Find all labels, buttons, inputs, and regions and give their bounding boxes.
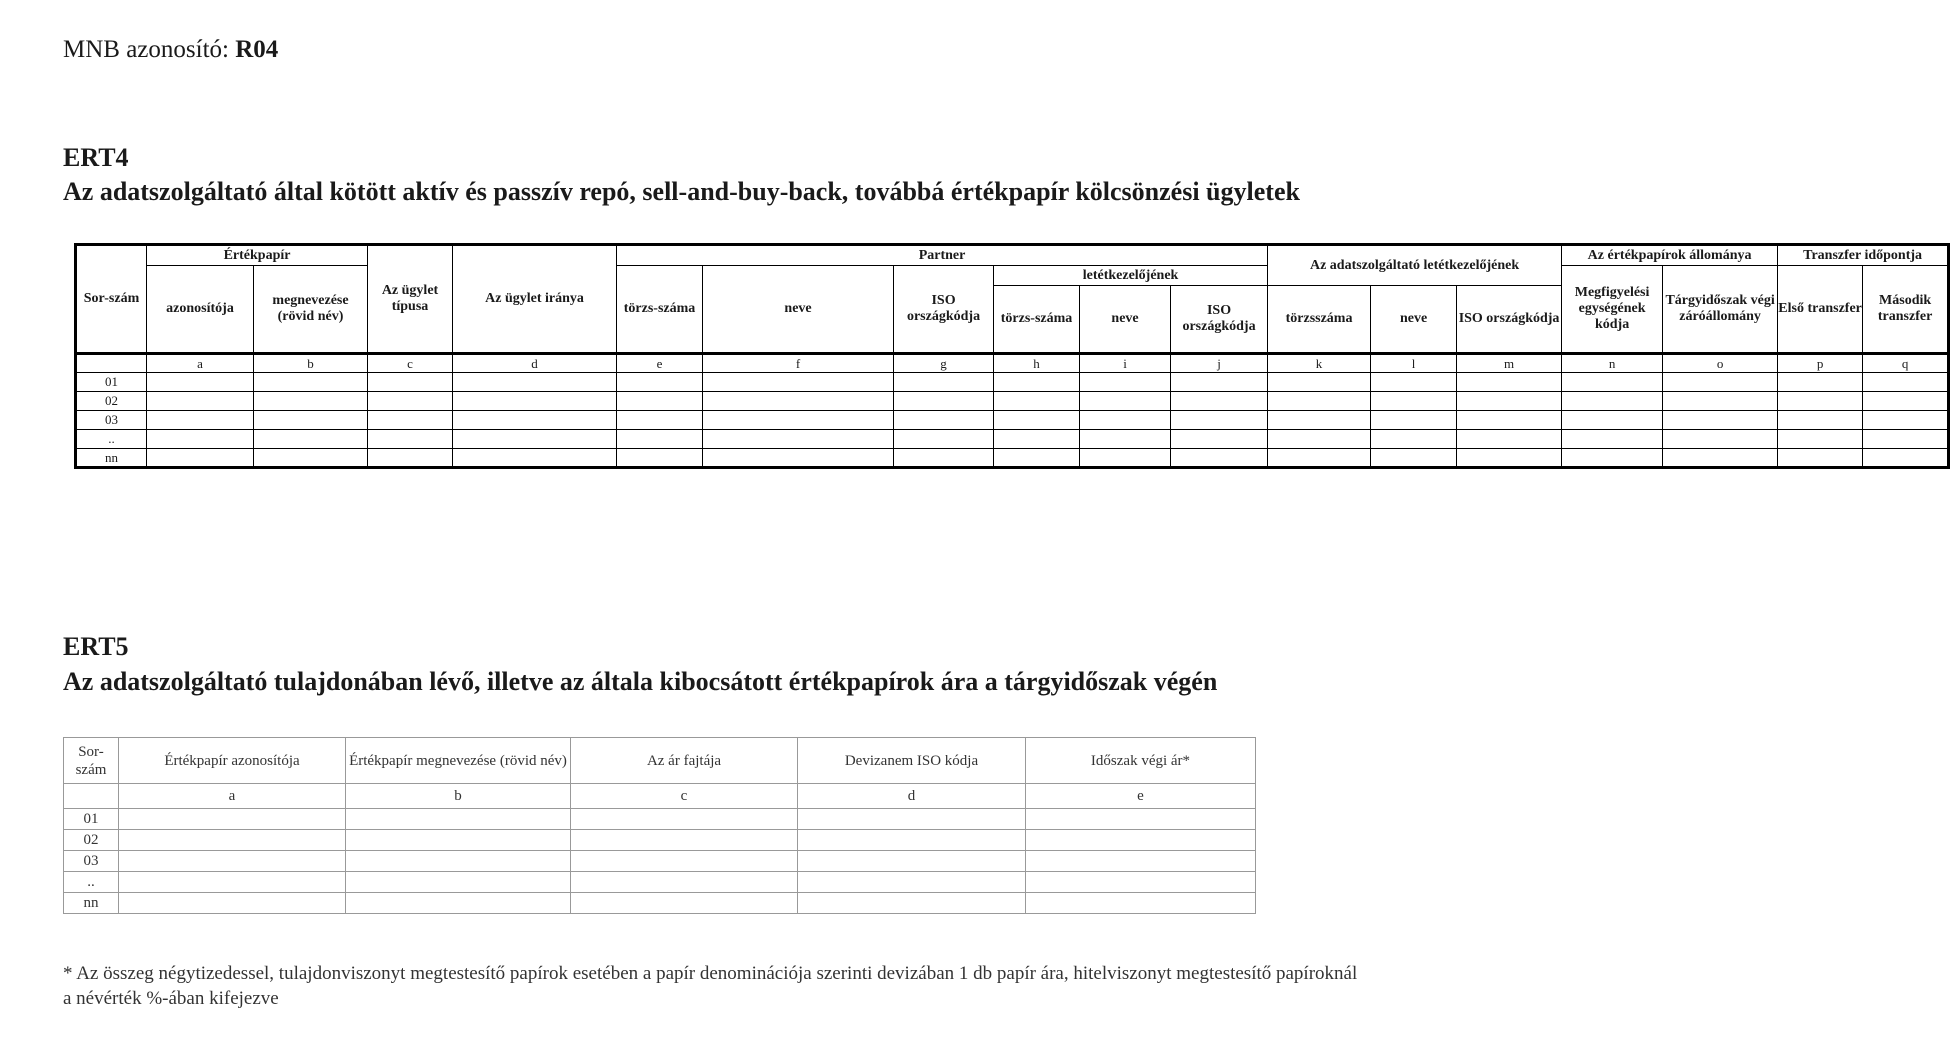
mnb-label: MNB azonosító: xyxy=(63,36,229,63)
data-cell[interactable] xyxy=(894,449,994,468)
data-cell[interactable] xyxy=(1663,411,1778,430)
data-cell[interactable] xyxy=(1663,449,1778,468)
col-megnevezese: megnevezése (rövid név) xyxy=(254,266,368,354)
col-ar-fajtaja: Az ár fajtája xyxy=(571,738,798,784)
letter-cell: e xyxy=(1026,784,1256,809)
letter-cell: d xyxy=(798,784,1026,809)
row-number: nn xyxy=(64,893,119,914)
row-number: 01 xyxy=(76,373,147,392)
letter-cell: c xyxy=(368,354,453,373)
data-cell[interactable] xyxy=(453,430,617,449)
data-cell[interactable] xyxy=(1268,411,1371,430)
data-cell[interactable] xyxy=(1026,809,1256,830)
ert4-table xyxy=(74,243,1950,469)
data-cell[interactable] xyxy=(1778,411,1863,430)
data-cell[interactable] xyxy=(1080,392,1171,411)
data-cell[interactable] xyxy=(1026,851,1256,872)
data-cell[interactable] xyxy=(1268,430,1371,449)
data-cell[interactable] xyxy=(1778,392,1863,411)
data-cell[interactable] xyxy=(368,373,453,392)
data-cell[interactable] xyxy=(147,430,254,449)
col-azonositoja: Értékpapír azonosítója xyxy=(119,738,346,784)
letter-cell: o xyxy=(1663,354,1778,373)
data-cell[interactable] xyxy=(346,809,571,830)
data-cell[interactable] xyxy=(346,851,571,872)
data-cell[interactable] xyxy=(894,411,994,430)
data-cell[interactable] xyxy=(1562,411,1663,430)
data-cell[interactable] xyxy=(346,872,571,893)
data-cell[interactable] xyxy=(798,893,1026,914)
letter-cell: p xyxy=(1778,354,1863,373)
letter-cell: l xyxy=(1371,354,1457,373)
data-cell[interactable] xyxy=(894,430,994,449)
data-cell[interactable] xyxy=(119,809,346,830)
data-cell[interactable] xyxy=(254,373,368,392)
data-cell[interactable] xyxy=(147,449,254,468)
col-megnevezese: Értékpapír megnevezése (rövid név) xyxy=(346,738,571,784)
table-row xyxy=(76,411,1949,430)
data-cell[interactable] xyxy=(798,809,1026,830)
data-cell[interactable] xyxy=(798,851,1026,872)
data-cell[interactable] xyxy=(1778,373,1863,392)
letter-cell: a xyxy=(119,784,346,809)
letter-cell: d xyxy=(453,354,617,373)
ert5-title: Az adatszolgáltató tulajdonában lévő, illetve az általa kibocsátott értékpapírok ára a tárgyidőszak végén xyxy=(63,667,1218,696)
col-sorszam: Sor-szám xyxy=(76,245,147,354)
table-row xyxy=(64,809,1256,830)
data-cell[interactable] xyxy=(703,392,894,411)
col-letet-iso: ISO országkódja xyxy=(1171,286,1268,354)
table-row xyxy=(64,851,1256,872)
col-elso-transzfer: Első transzfer xyxy=(1778,266,1863,354)
letter-cell: e xyxy=(617,354,703,373)
row-number: 03 xyxy=(64,851,119,872)
row-number: nn xyxy=(76,449,147,468)
data-cell[interactable] xyxy=(1663,430,1778,449)
table-row xyxy=(76,392,1949,411)
data-cell[interactable] xyxy=(1562,373,1663,392)
letter-cell: n xyxy=(1562,354,1663,373)
data-cell[interactable] xyxy=(1171,392,1268,411)
col-ugylet-iranya: Az ügylet iránya xyxy=(453,245,617,354)
data-cell[interactable] xyxy=(1457,430,1562,449)
data-cell[interactable] xyxy=(994,430,1080,449)
data-cell[interactable] xyxy=(1457,411,1562,430)
data-cell[interactable] xyxy=(1371,411,1457,430)
data-cell[interactable] xyxy=(703,430,894,449)
data-cell[interactable] xyxy=(1863,411,1949,430)
letter-cell: g xyxy=(894,354,994,373)
data-cell[interactable] xyxy=(617,392,703,411)
data-cell[interactable] xyxy=(1778,430,1863,449)
data-cell[interactable] xyxy=(617,430,703,449)
row-number: 02 xyxy=(64,830,119,851)
row-number: 02 xyxy=(76,392,147,411)
letter-cell: h xyxy=(994,354,1080,373)
group-adat-letet: Az adatszolgáltató letétkezelőjének xyxy=(1268,245,1562,286)
data-cell[interactable] xyxy=(346,830,571,851)
col-devizanem: Devizanem ISO kódja xyxy=(798,738,1026,784)
data-cell[interactable] xyxy=(453,449,617,468)
data-cell[interactable] xyxy=(571,872,798,893)
col-letet-neve: neve xyxy=(1080,286,1171,354)
letter-cell: b xyxy=(346,784,571,809)
data-cell[interactable] xyxy=(346,893,571,914)
col-masodik-transzfer: Második transzfer xyxy=(1863,266,1949,354)
row-number: 03 xyxy=(76,411,147,430)
col-azonositoja: azonosítója xyxy=(147,266,254,354)
data-cell[interactable] xyxy=(1663,392,1778,411)
letter-cell xyxy=(76,354,147,373)
letter-cell: k xyxy=(1268,354,1371,373)
data-cell[interactable] xyxy=(894,373,994,392)
letter-cell: m xyxy=(1457,354,1562,373)
col-partner-torzs: törzs-száma xyxy=(617,266,703,354)
data-cell[interactable] xyxy=(368,392,453,411)
data-cell[interactable] xyxy=(1268,392,1371,411)
data-cell[interactable] xyxy=(571,830,798,851)
data-cell[interactable] xyxy=(617,449,703,468)
table-row xyxy=(76,449,1949,468)
data-cell[interactable] xyxy=(703,449,894,468)
data-cell[interactable] xyxy=(1663,373,1778,392)
data-cell[interactable] xyxy=(1268,373,1371,392)
data-cell[interactable] xyxy=(894,392,994,411)
ert5-table xyxy=(63,737,1256,914)
letter-cell: b xyxy=(254,354,368,373)
data-cell[interactable] xyxy=(798,830,1026,851)
mnb-identifier xyxy=(63,36,278,64)
data-cell[interactable] xyxy=(1171,430,1268,449)
data-cell[interactable] xyxy=(368,411,453,430)
data-cell[interactable] xyxy=(1080,373,1171,392)
col-adat-neve: neve xyxy=(1371,286,1457,354)
data-cell[interactable] xyxy=(1171,449,1268,468)
data-cell[interactable] xyxy=(1026,893,1256,914)
col-ugylet-tipusa: Az ügylet típusa xyxy=(368,245,453,354)
data-cell[interactable] xyxy=(571,851,798,872)
data-cell[interactable] xyxy=(1457,449,1562,468)
data-cell[interactable] xyxy=(703,373,894,392)
letter-cell: j xyxy=(1171,354,1268,373)
table-row xyxy=(64,893,1256,914)
data-cell[interactable] xyxy=(368,449,453,468)
letter-cell xyxy=(64,784,119,809)
col-adat-torzsszama: törzsszáma xyxy=(1268,286,1371,354)
col-adat-iso: ISO országkódja xyxy=(1457,286,1562,354)
group-transzfer: Transzfer időpontja xyxy=(1778,245,1949,266)
data-cell[interactable] xyxy=(1371,373,1457,392)
data-cell[interactable] xyxy=(571,809,798,830)
group-letetkezelojenek: letétkezelőjének xyxy=(994,266,1268,286)
data-cell[interactable] xyxy=(617,373,703,392)
group-allomanya: Az értékpapírok állománya xyxy=(1562,245,1778,266)
data-cell[interactable] xyxy=(1562,430,1663,449)
data-cell[interactable] xyxy=(1562,392,1663,411)
data-cell[interactable] xyxy=(994,411,1080,430)
data-cell[interactable] xyxy=(368,430,453,449)
data-cell[interactable] xyxy=(1371,430,1457,449)
table-row xyxy=(76,430,1949,449)
data-cell[interactable] xyxy=(994,392,1080,411)
col-megfigyelesi: Megfigyelési egységének kódja xyxy=(1562,266,1663,354)
table-row xyxy=(76,373,1949,392)
data-cell[interactable] xyxy=(1026,830,1256,851)
ert5-letters-row xyxy=(64,784,1256,809)
data-cell[interactable] xyxy=(453,411,617,430)
col-partner-neve: neve xyxy=(703,266,894,354)
data-cell[interactable] xyxy=(1371,449,1457,468)
ert5-footnote: * Az összeg négytizedessel, tulajdonviszonyt megtestesítő papírok esetében a papír denominációja szerinti devizában 1 db papír ára, hitelviszonyt megtestesítő papíroknál a névérték %-ában kifejezve xyxy=(63,963,1358,1009)
data-cell[interactable] xyxy=(1778,449,1863,468)
data-cell[interactable] xyxy=(617,411,703,430)
group-partner: Partner xyxy=(617,245,1268,266)
data-cell[interactable] xyxy=(119,851,346,872)
row-number: .. xyxy=(64,872,119,893)
data-cell[interactable] xyxy=(254,449,368,468)
data-cell[interactable] xyxy=(571,893,798,914)
data-cell[interactable] xyxy=(994,373,1080,392)
table-row xyxy=(64,872,1256,893)
data-cell[interactable] xyxy=(119,893,346,914)
mnb-code: R04 xyxy=(235,36,279,63)
letter-cell: a xyxy=(147,354,254,373)
data-cell[interactable] xyxy=(1371,392,1457,411)
data-cell[interactable] xyxy=(1562,449,1663,468)
data-cell[interactable] xyxy=(798,872,1026,893)
row-number: 01 xyxy=(64,809,119,830)
ert4-title: Az adatszolgáltató által kötött aktív és passzív repó, sell-and-buy-back, továbbá értékpapír kölcsönzési ügyletek xyxy=(63,177,1300,206)
letter-cell: i xyxy=(1080,354,1171,373)
group-ertekpapir: Értékpapír xyxy=(147,245,368,266)
data-cell[interactable] xyxy=(453,392,617,411)
data-cell[interactable] xyxy=(1863,449,1949,468)
data-cell[interactable] xyxy=(147,373,254,392)
letter-cell: f xyxy=(703,354,894,373)
data-cell[interactable] xyxy=(1171,411,1268,430)
ert4-letters-row xyxy=(76,354,1949,373)
col-targyidoszak: Tárgyidőszak végi záróállomány xyxy=(1663,266,1778,354)
ert4-code: ERT4 xyxy=(63,143,129,172)
data-cell[interactable] xyxy=(147,392,254,411)
data-cell[interactable] xyxy=(453,373,617,392)
data-cell[interactable] xyxy=(1080,430,1171,449)
data-cell[interactable] xyxy=(994,449,1080,468)
data-cell[interactable] xyxy=(254,392,368,411)
data-cell[interactable] xyxy=(1268,449,1371,468)
data-cell[interactable] xyxy=(703,411,894,430)
data-cell[interactable] xyxy=(254,430,368,449)
data-cell[interactable] xyxy=(119,830,346,851)
data-cell[interactable] xyxy=(1026,872,1256,893)
data-cell[interactable] xyxy=(147,411,254,430)
table-row xyxy=(64,830,1256,851)
col-sorszam: Sor-szám xyxy=(64,738,119,784)
row-number: .. xyxy=(76,430,147,449)
data-cell[interactable] xyxy=(1080,411,1171,430)
data-cell[interactable] xyxy=(1457,392,1562,411)
data-cell[interactable] xyxy=(1171,373,1268,392)
data-cell[interactable] xyxy=(254,411,368,430)
letter-cell: c xyxy=(571,784,798,809)
data-cell[interactable] xyxy=(119,872,346,893)
data-cell[interactable] xyxy=(1863,392,1949,411)
letter-cell: q xyxy=(1863,354,1949,373)
data-cell[interactable] xyxy=(1863,430,1949,449)
data-cell[interactable] xyxy=(1863,373,1949,392)
ert5-code: ERT5 xyxy=(63,632,129,661)
data-cell[interactable] xyxy=(1457,373,1562,392)
col-idoszak-vegi-ar: Időszak végi ár* xyxy=(1026,738,1256,784)
col-letet-torzs: törzs-száma xyxy=(994,286,1080,354)
data-cell[interactable] xyxy=(1080,449,1171,468)
col-partner-iso: ISO országkódja xyxy=(894,266,994,354)
